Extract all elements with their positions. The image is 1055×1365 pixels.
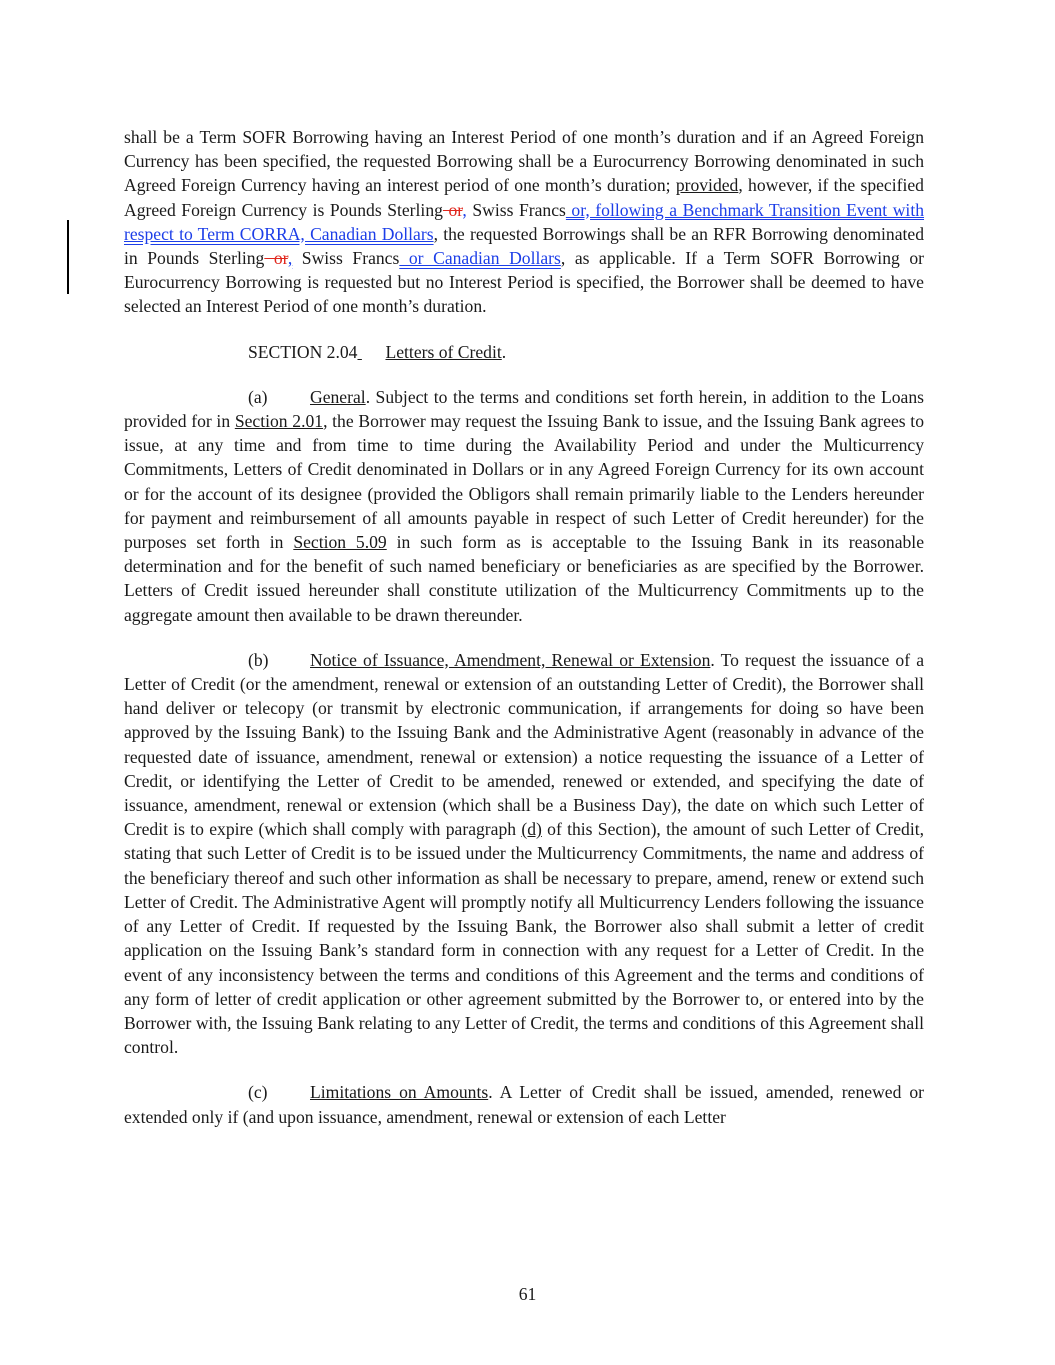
text-run: . Subject to the terms and conditions set forth herein, in addition to the Loans provided for in bbox=[124, 386, 924, 432]
paragraph-b-notice bbox=[124, 648, 924, 1059]
cross-reference: Section 5.09 bbox=[293, 532, 387, 553]
paragraph-caption: General bbox=[310, 386, 366, 407]
text-run: of this Section), the amount of such Letter of Credit, stating that such Letter of Credit is to be issued under the Multicurrency Commitments, the name and address of the beneficiary thereof and such other information as shall be necessary to prepare, amend, renew or extend such Letter of Credit. The Administrative Agent will promptly notify all Multicurrency Lenders following the issuance of any Letter of Credit. If requested by the Issuing Bank, the Borrower also shall submit a letter of credit application on the Issuing Bank’s standard form in connection with any request for a Letter of Credit. In the event of any inconsistency between the terms and conditions of this Agreement and the terms and conditions of any form of letter of credit application or other agreement submitted by the Borrower to, or entered into by the Borrower with, the Issuing Bank relating to any Letter of Credit, the terms and conditions of this Agreement shall control. bbox=[124, 819, 924, 1058]
heading-tab bbox=[357, 340, 385, 364]
paragraph-label: (b) bbox=[248, 649, 269, 670]
section-heading bbox=[124, 340, 924, 364]
paragraph-label: (a) bbox=[248, 386, 268, 407]
text-run: . To request the issuance of a Letter of Credit (or the amendment, renewal or extension of an outstanding Letter of Credit), the Borrower shall hand deliver or telecopy (or transmit by electronic communication, if arrangements for doing so have been approved by the Issuing Bank) to the Issuing Bank and the Administrative Agent (reasonably in advance of the requested date of issuance, amendment, renewal or extension) a notice requesting the issuance of a Letter of Credit, or identifying the Letter of Credit to be amended, renewed or extended, and specifying the date of issuance, amendment, renewal or extension (which shall be a Business Day), the date on which such Letter of Credit is to expire (which shall comply with paragraph bbox=[124, 649, 925, 840]
deleted-text: or bbox=[264, 248, 288, 269]
paragraph-interest-period bbox=[124, 125, 924, 319]
cross-reference: Section 2.01 bbox=[234, 411, 324, 432]
paragraph-label: (c) bbox=[248, 1082, 268, 1103]
paragraph-caption: Notice of Issuance, Amendment, Renewal or Extension bbox=[310, 649, 711, 670]
deleted-text: or bbox=[442, 199, 463, 220]
text-run: , the Borrower may request the Issuing Bank to issue, and the Issuing Bank agrees to issue, at any time and from time to time during the Availability Period and under the Multicurrency Commitments, Letters of Credit denominated in Dollars or in any Agreed Foreign Currency for its own account or for the account of its designee (provided the Obligors shall remain primarily liable to the Lenders hereunder for payment and reimbursement of all amounts payable in respect of such Letter of Credit hereunder) for the purposes set forth in bbox=[124, 411, 924, 553]
text-run: Swiss Francs bbox=[292, 248, 400, 269]
text-run: . bbox=[501, 341, 507, 362]
paragraph-caption: Limitations on Amounts bbox=[310, 1082, 489, 1103]
text-run: in such form as is acceptable to the Issuing Bank in its reasonable determination and for the benefit of such named beneficiary or beneficiaries as are specified by the Borrower. Letters of Credit issued hereunder shall constitute utilization of the Multicurrency Commitments up to the aggregate amount then available to be drawn thereunder. bbox=[124, 532, 925, 625]
section-title: Letters of Credit bbox=[385, 341, 502, 362]
inserted-text: , bbox=[287, 248, 293, 269]
paragraph-a-general bbox=[124, 385, 924, 627]
page-number: 61 bbox=[518, 1284, 537, 1304]
text-run: , however, if the specified Agreed Foreign Currency is Pounds Sterling bbox=[124, 175, 924, 220]
revision-change-bar bbox=[67, 220, 69, 294]
section-number: SECTION 2.04 bbox=[248, 341, 358, 362]
text-run: , as applicable. If a Term SOFR Borrowing or Eurocurrency Borrowing is requested but no Interest Period is specified, the Borrower shall be deemed to have selected an Interest Period of one month’s duration. bbox=[124, 248, 924, 317]
defined-term-provided: provided bbox=[675, 175, 739, 196]
document-page bbox=[124, 125, 924, 1129]
text-run: , the requested Borrowings shall be an RFR Borrowing denominated in Pounds Sterling bbox=[124, 223, 924, 269]
inserted-text: or Canadian Dollars bbox=[399, 248, 561, 269]
inserted-text: , bbox=[462, 199, 467, 220]
cross-reference: (d) bbox=[521, 819, 542, 840]
text-run: . A Letter of Credit shall be issued, amended, renewed or extended only if (and upon issuance, amendment, renewal or extension of each Letter bbox=[124, 1082, 925, 1127]
text-run: Swiss Francs bbox=[466, 199, 566, 220]
inserted-text: or, following a Benchmark Transition Event with respect to Term CORRA, Canadian Dollars bbox=[124, 199, 925, 244]
text-run: shall be a Term SOFR Borrowing having an Interest Period of one month’s duration and if an Agreed Foreign Currency has been specified, the requested Borrowing shall be a Eurocurrency Borrowing denominated in such Agreed Foreign Currency having an interest period of one month’s duration; bbox=[124, 127, 924, 196]
paragraph-c-limitations bbox=[124, 1080, 924, 1128]
